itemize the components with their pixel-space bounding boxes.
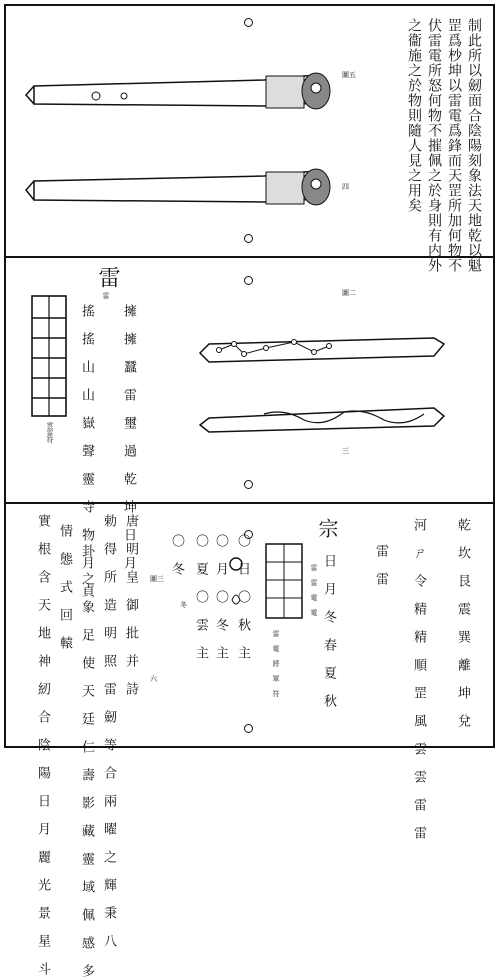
text-column: 制此所以劒面合陰陽刻象法天地乾以魁: [466, 18, 482, 273]
text-column: 唐 明 皇 御 批 并 詩: [123, 514, 138, 695]
season-column: 〇 日 〇 秋 主: [235, 534, 250, 659]
big-char: 宗: [315, 518, 339, 538]
figure-label: 圖五: [342, 71, 356, 79]
swords-illustration: [4, 258, 495, 502]
text-column: 雷 雷 電 電: [310, 564, 318, 616]
figure-label: 圖二: [342, 289, 356, 297]
season-column: 〇 冬: [169, 534, 184, 575]
season-column: 〇 夏 〇 雲 主: [193, 534, 208, 659]
figure-label: 四: [342, 183, 349, 191]
big-char-note: 雷: [102, 292, 110, 299]
text-column: 實 根 含 天 地 神 紉 合 陰 陽 日 月 麗 光 景 星 斗: [35, 514, 50, 975]
figure-label: 圖三: [150, 575, 164, 583]
panel-top: [4, 6, 495, 273]
figure-label: 冬: [180, 601, 187, 609]
text-column: 雷 雷: [373, 544, 388, 585]
talisman-column: 擁 擁 蠶 雷 璽 過 乾 坤 日 月: [121, 304, 136, 569]
text-column: 日 月 冬 春 夏 秋: [321, 554, 336, 707]
talisman-label: 雷 電 將 軍 符: [272, 630, 280, 697]
talisman-label: 雲雷符: [46, 422, 54, 443]
left-big-char: 雷: [95, 266, 120, 288]
text-column: 乾 坎 艮 震 巽 離 坤 兌: [455, 518, 470, 727]
figure-label: 六: [150, 675, 157, 683]
text-column: 伏雷電所怒何物不摧佩之於身則有内外: [426, 18, 442, 273]
season-column: 〇 月 〇 冬 主: [213, 534, 228, 659]
text-column: 罡爲杪坤以雷電爲鋒而天罡所加何物不: [446, 18, 462, 273]
text-column: 卦 之 象 足 使 天 廷 仁 壽 影 藏 靈 域 佩 感 多: [79, 544, 94, 977]
text-column: 河 ㄕ 令 精 精 順 罡 風 雲 雲 雷 雷: [411, 518, 426, 839]
text-column: 勅 得 所 造 明 照 雷 劒 等 合 兩 曜 之 輝 秉 八: [101, 514, 116, 947]
text-column: 之衞施之於物則隨人見之用矣: [406, 18, 422, 213]
panel-bottom: [4, 504, 495, 977]
figure-label: 三: [342, 447, 349, 455]
talisman-column: 搖 搖 山 山 嶽 聲 靈 寺 物 月 貞: [79, 304, 94, 597]
text-column: 情 態 式 回 轅: [57, 524, 72, 649]
